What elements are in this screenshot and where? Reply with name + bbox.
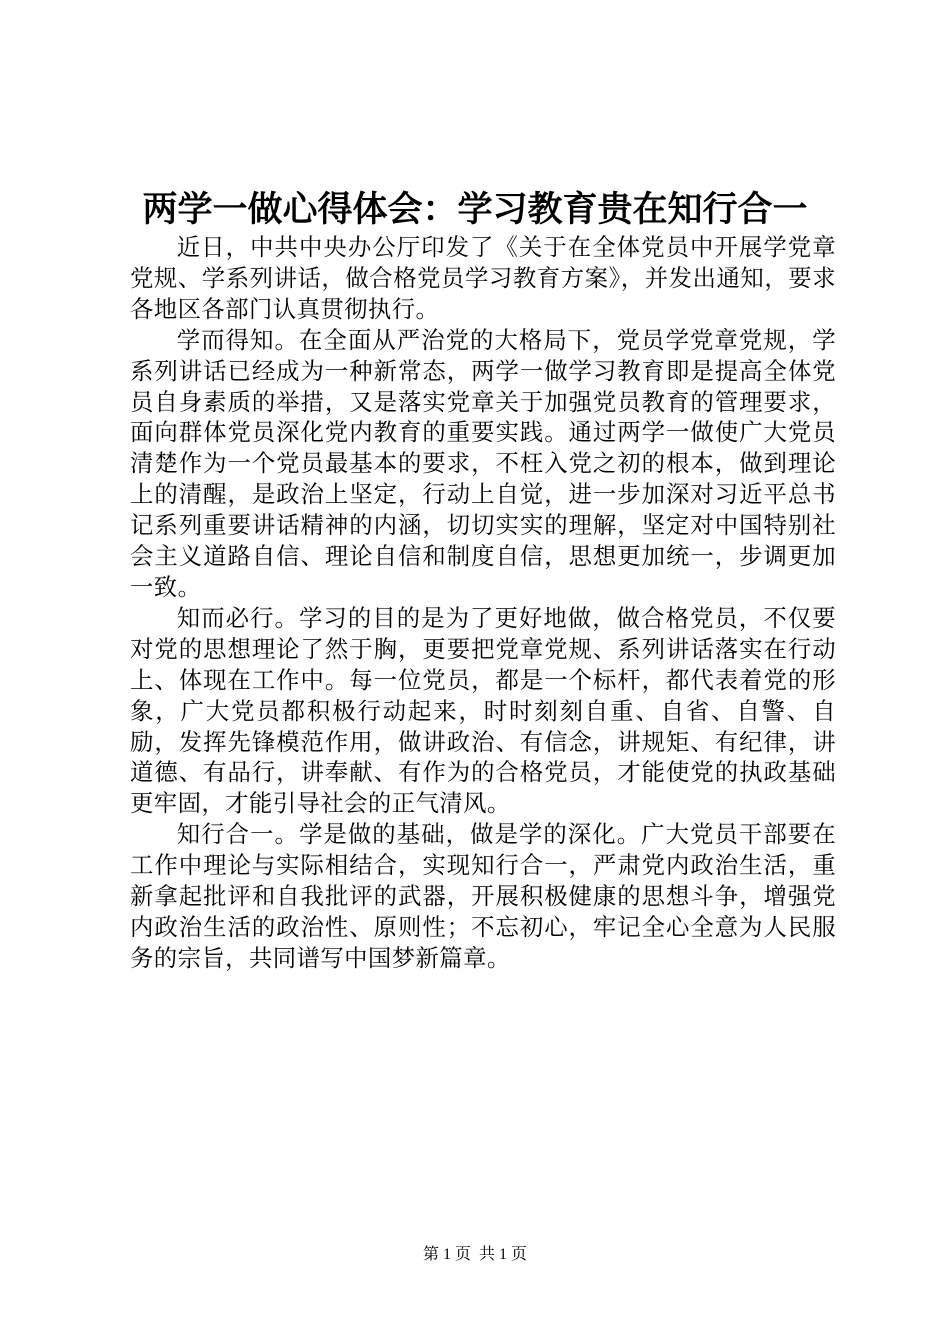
paragraph-intro: 近日，中共中央办公厅印发了《关于在全体党员中开展学党章党规、学系列讲话，做合格党员学习教育方案》，并发出通知，要求各地区各部门认真贯彻执行。 [130, 233, 836, 323]
document-body [130, 232, 836, 974]
paragraph-learn-and-know: 学而得知。在全面从严治党的大格局下，党员学党章党规，学系列讲话已经成为一种新常态，两学一做学习教育即是提高全体党员自身素质的举措，又是落实党章关于加强党员教育的管理要求，面向群体党员深化党内教育的重要实践。通过两学一做使广大党员清楚作为一个党员最基本的要求，不枉入党之初的根本，做到理论上的清醒，是政治上坚定，行动上自觉，进一步加深对习近平总书记系列重要讲话精神的内涵，切切实实的理解，坚定对中国特别社会主义道路自信、理论自信和制度自信，思想更加统一，步调更加一致。 [130, 325, 836, 601]
paragraph-unity-of-knowledge-and-action: 知行合一。学是做的基础，做是学的深化。广大党员干部要在工作中理论与实际相结合，实现知行合一，严肃党内政治生活，重新拿起批评和自我批评的武器，开展积极健康的思想斗争，增强党内政治生活的政治性、原则性；不忘初心，牢记全心全意为人民服务的宗旨，共同谱写中国梦新篇章。 [130, 820, 836, 972]
document-title: 两学一做心得体会：学习教育贵在知行合一 [142, 189, 808, 230]
page-footer [0, 1245, 950, 1265]
page-total: 共 1 页 [479, 1246, 528, 1263]
page-number: 第 1 页 [422, 1246, 471, 1263]
paragraph-know-and-act: 知而必行。学习的目的是为了更好地做，做合格党员，不仅要对党的思想理论了然于胸，更要把党章党规、系列讲话落实在行动上、体现在工作中。每一位党员，都是一个标杆，都代表着党的形象，广大党员都积极行动起来，时时刻刻自重、自省、自警、自励，发挥先锋模范作用，做讲政治、有信念，讲规矩、有纪律，讲道德、有品行，讲奉献、有作为的合格党员，才能使党的执政基础更牢固，才能引导社会的正气清风。 [130, 603, 836, 818]
